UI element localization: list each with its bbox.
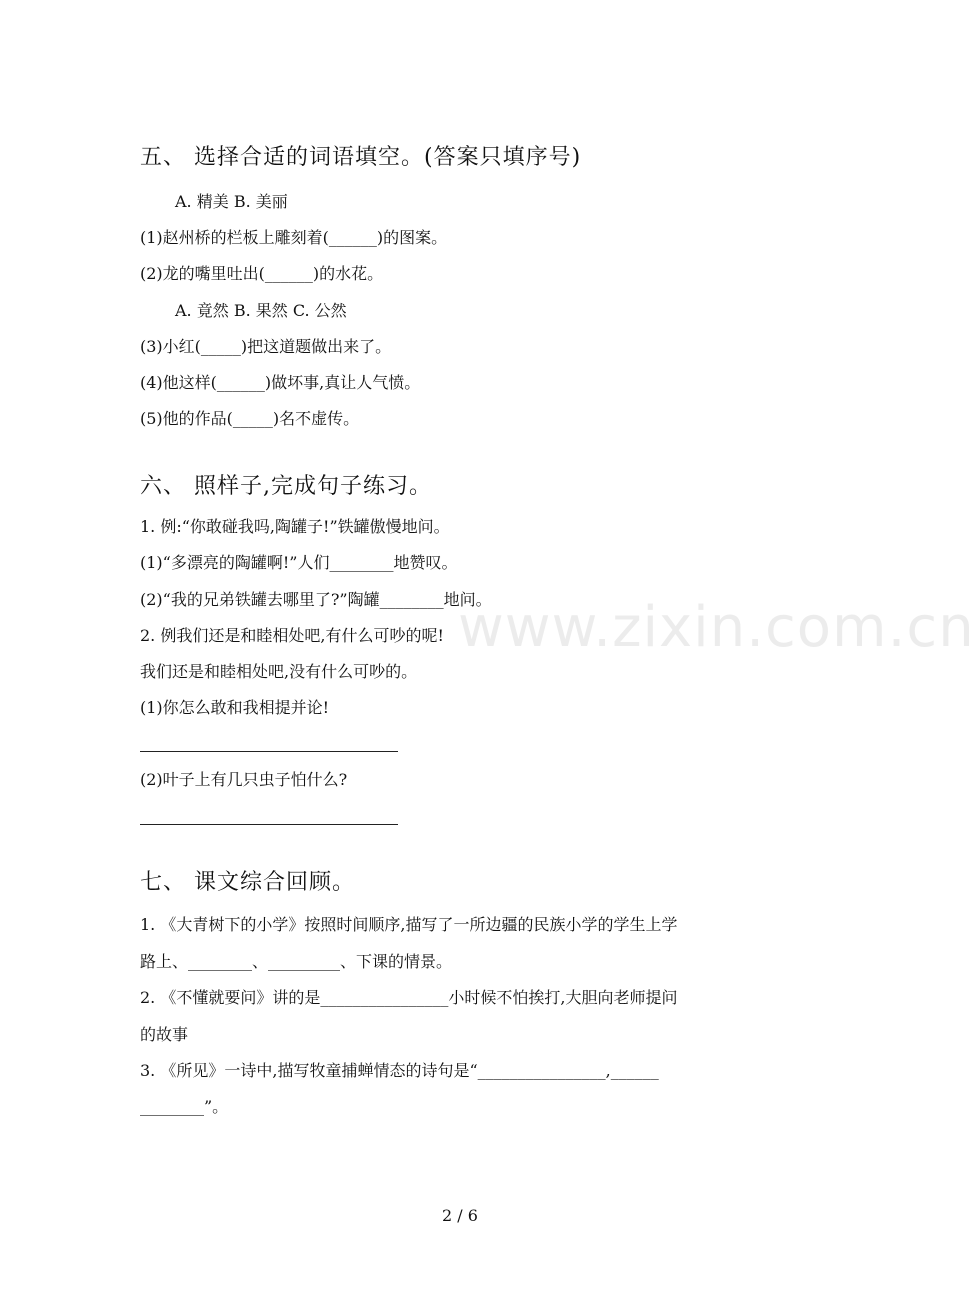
section-6-example-1-question-2: (2)“我的兄弟铁罐去哪里了?”陶罐________地问。 <box>140 590 492 609</box>
section-7-question-1-line-1: 1. 《大青树下的小学》按照时间顺序,描写了一所边疆的民族小学的学生上学 <box>140 915 678 934</box>
section-5-question-4: (4)他这样(______)做坏事,真让人气愤。 <box>140 373 421 392</box>
section-5-question-3: (3)小红(_____)把这道题做出来了。 <box>140 337 392 356</box>
section-6-example-2-question-1: (1)你怎么敢和我相提并论! <box>140 698 330 717</box>
section-5-options-2: A. 竟然 B. 果然 C. 公然 <box>175 301 347 320</box>
section-7-question-3-line-1: 3. 《所见》一诗中,描写牧童捕蝉情态的诗句是“________________,______ <box>140 1061 659 1080</box>
section-5-options-1: A. 精美 B. 美丽 <box>175 192 288 211</box>
section-7-question-2-line-1: 2. 《不懂就要问》讲的是________________小时候不怕挨打,大胆向老师提问 <box>140 988 678 1007</box>
answer-line-1 <box>140 751 398 752</box>
watermark: www.zixin.com.cn <box>458 595 975 660</box>
section-6-example-1-question-1: (1)“多漂亮的陶罐啊!”人们________地赞叹。 <box>140 553 458 572</box>
section-6-example-1: 1. 例:“你敢碰我吗,陶罐子!”铁罐傲慢地问。 <box>140 517 450 536</box>
section-5-question-2: (2)龙的嘴里吐出(______)的水花。 <box>140 264 384 283</box>
section-6-example-2-question-2: (2)叶子上有几只虫子怕什么? <box>140 770 348 789</box>
section-5-heading: 五、 选择合适的词语填空。(答案只填序号) <box>140 145 582 170</box>
page-number: 2 / 6 <box>442 1206 478 1225</box>
section-7-heading: 七、 课文综合回顾。 <box>140 870 355 895</box>
section-7-question-1-line-2: 路上、________、_________、下课的情景。 <box>140 952 453 971</box>
section-6-example-2-answer: 我们还是和睦相处吧,没有什么可吵的。 <box>140 662 418 681</box>
section-7-question-3-line-2: ________”。 <box>140 1097 229 1116</box>
section-7-question-2-line-2: 的故事 <box>140 1025 189 1044</box>
section-5-question-5: (5)他的作品(_____)名不虚传。 <box>140 409 360 428</box>
section-5-question-1: (1)赵州桥的栏板上雕刻着(______)的图案。 <box>140 228 448 247</box>
answer-line-2 <box>140 824 398 825</box>
section-6-heading: 六、 照样子,完成句子练习。 <box>140 474 432 499</box>
section-6-example-2: 2. 例我们还是和睦相处吧,有什么可吵的呢! <box>140 626 444 645</box>
